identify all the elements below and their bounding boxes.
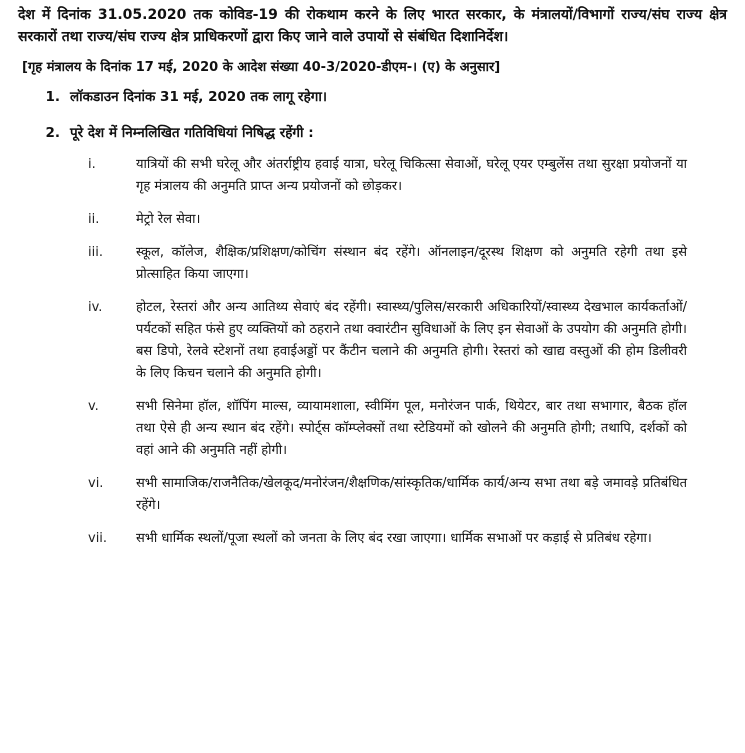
main-point-text: लॉकडाउन दिनांक 31 मई, 2020 तक लागू रहेगा।	[70, 89, 327, 105]
main-point-number: 2.	[45, 125, 60, 141]
sub-point-numeral: vi.	[88, 476, 104, 491]
sub-point-numeral: vii.	[88, 531, 108, 546]
sub-point-v	[18, 396, 727, 462]
sub-point-ii	[18, 209, 727, 231]
sub-point-text: मेट्रो रेल सेवा।	[136, 212, 201, 227]
main-point-2	[18, 122, 727, 144]
sub-point-numeral: iii.	[88, 245, 103, 260]
sub-point-text: सभी धार्मिक स्थलों/पूजा स्थलों को जनता के लिए बंद रखा जाएगा। धार्मिक सभाओं पर कड़ाई से प्रतिबंध रहेगा।	[136, 531, 652, 546]
main-point-1	[18, 86, 727, 108]
sub-point-numeral: i.	[88, 157, 96, 172]
sub-point-i	[18, 154, 727, 198]
order-reference: [गृह मंत्रालय के दिनांक 17 मई, 2020 के आदेश संख्या 40-3/2020-डीएम-। (ए) के अनुसार]	[22, 60, 501, 75]
main-point-number: 1.	[45, 89, 60, 105]
sub-point-text: स्कूल, कॉलेज, शैक्षिक/प्रशिक्षण/कोचिंग संस्थान बंद रहेंगे। ऑनलाइन/दूरस्थ शिक्षण को अनुमति रहेगी तथा इसे प्रोत्साहित किया जाएगा।	[136, 245, 687, 282]
sub-point-numeral: iv.	[88, 300, 103, 315]
sub-point-text: सभी सामाजिक/राजनैतिक/खेलकूद/मनोरंजन/शैक्षणिक/सांस्कृतिक/धार्मिक कार्य/अन्य सभा तथा बड़े जमावड़े प्रतिबंधित रहेंगे।	[136, 476, 687, 513]
sub-point-iv	[18, 297, 727, 385]
sub-point-vii	[18, 528, 727, 550]
sub-point-vi	[18, 473, 727, 517]
sub-point-text: यात्रियों की सभी घरेलू और अंतर्राष्ट्रीय हवाई यात्रा, घरेलू चिकित्सा सेवाओं, घरेलू एयर एम्बुलेंस तथा सुरक्षा प्रयोजनों या गृह मंत्रालय की अनुमति प्राप्त अन्य प्रयोजनों को छोड़कर।	[136, 157, 687, 194]
sub-point-text: होटल, रेस्तरां और अन्य आतिथ्य सेवाएं बंद रहेंगी। स्वास्थ्य/पुलिस/सरकारी अधिकारियों/स्वास्थ्य देखभाल कार्यकर्ताओं/पर्यटकों सहित फंसे हुए व्यक्तियों को ठहराने तथा क्वारंटीन सुविधाओं के लिए इन सेवाओं के उपयोग की अनुमति होगी। बस डिपो, रेलवे स्टेशनों तथा हवाईअड्डों पर कैंटीन चलाने की अनुमति होगी। रेस्तरां को खाद्य वस्तुओं की होम डिलीवरी के लिए किचन चलाने की अनुमति होगी।	[136, 300, 687, 381]
sub-point-text: सभी सिनेमा हॉल, शॉपिंग माल्स, व्यायामशाला, स्वीमिंग पूल, मनोरंजन पार्क, थियेटर, बार तथा सभागार, बैठक हॉल तथा ऐसे ही अन्य स्थान बंद रहेंगे। स्पोर्ट्स कॉम्प्लेक्सों तथा स्टेडियमों को खोलने की अनुमति होगी; तथापि, दर्शकों को वहां आने की अनुमति नहीं होगी।	[136, 399, 687, 458]
prohibited-activities-list	[18, 154, 727, 550]
sub-point-numeral: ii.	[88, 212, 100, 227]
main-point-text: पूरे देश में निम्नलिखित गतिविधियां निषिद्ध रहेंगी :	[70, 125, 314, 141]
sub-point-iii	[18, 242, 727, 286]
document-title: देश में दिनांक 31.05.2020 तक कोविड-19 की रोकथाम करने के लिए भारत सरकार, के मंत्रालयों/विभागों राज्य/संघ राज्य क्षेत्र सरकारों तथा राज्य/संघ राज्य क्षेत्र प्राधिकरणों द्वारा किए जाने वाले उपायों से संबंधित दिशानिर्देश।	[18, 7, 727, 45]
sub-point-numeral: v.	[88, 399, 99, 414]
main-points-list	[18, 86, 727, 144]
